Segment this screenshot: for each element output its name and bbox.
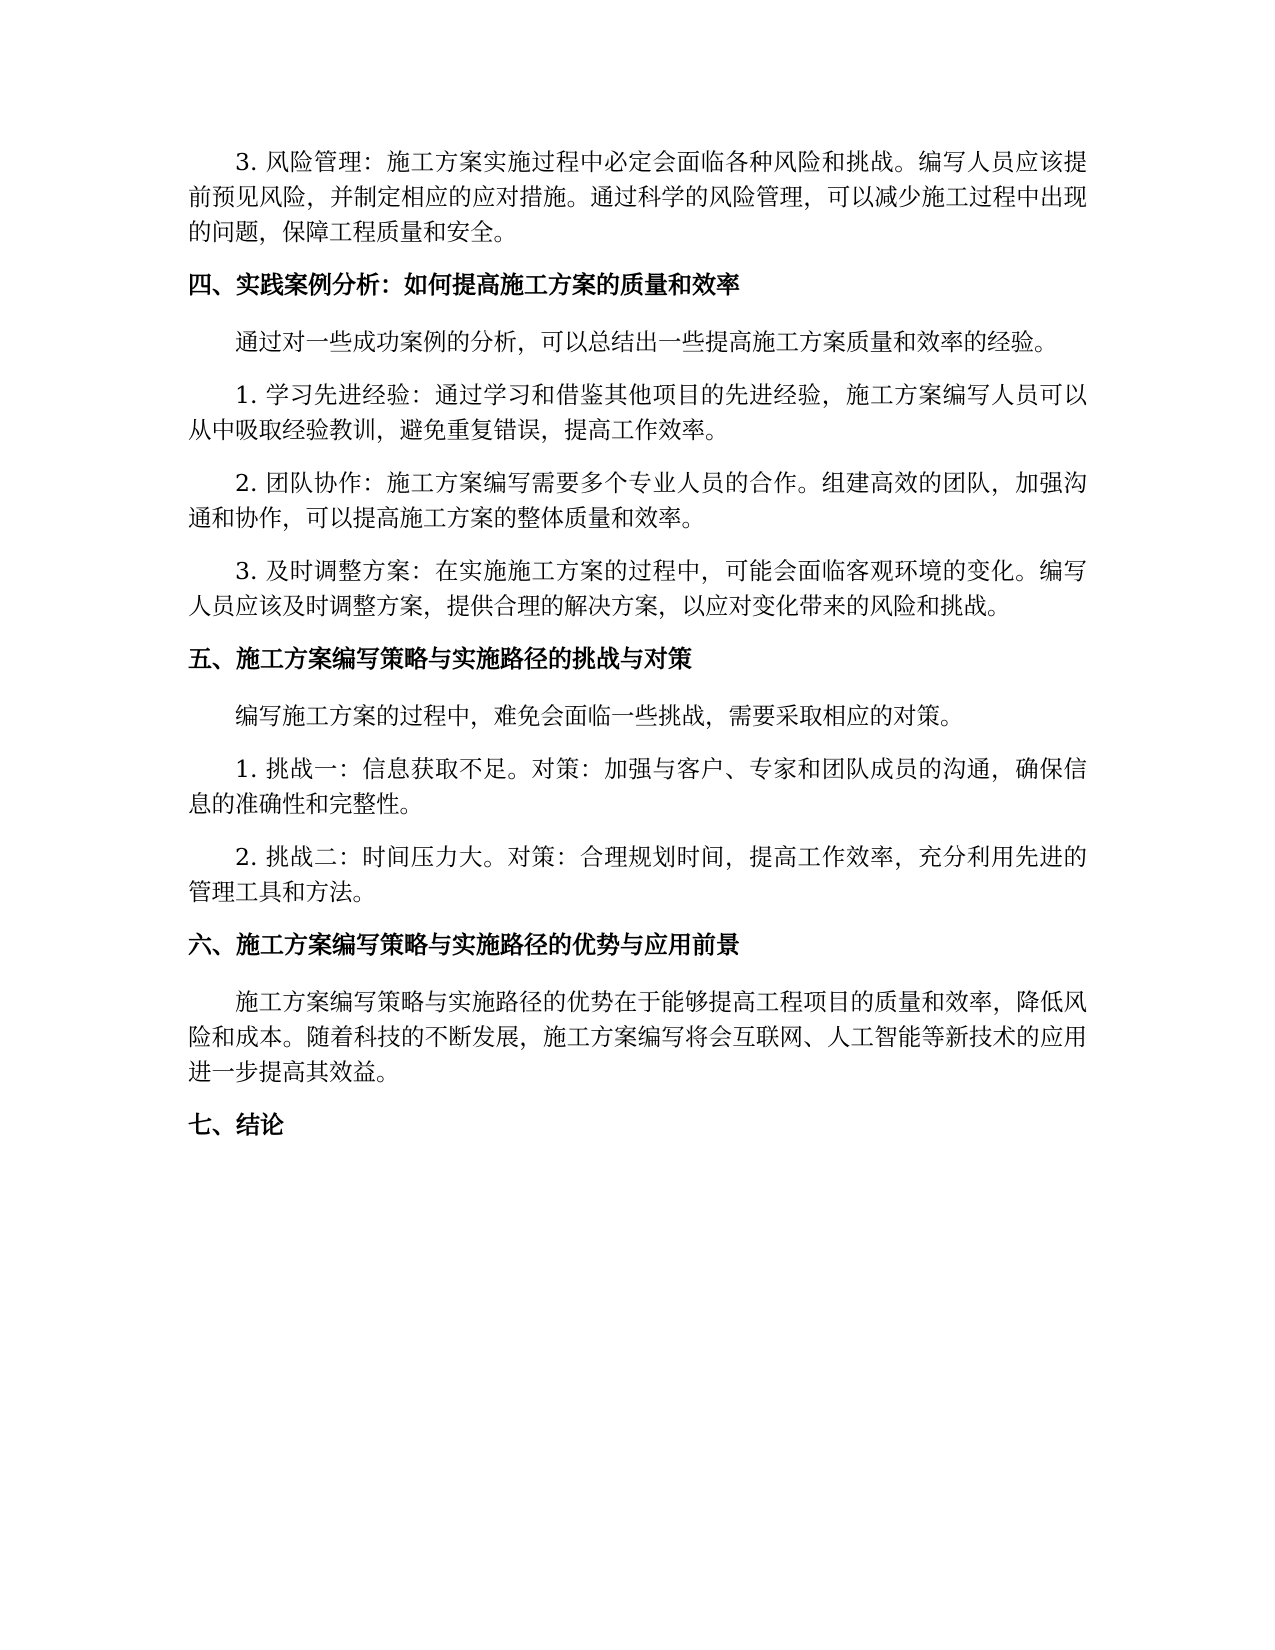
paragraph-section-5-item-1: 1. 挑战一：信息获取不足。对策：加强与客户、专家和团队成员的沟通，确保信息的准确性和完整性。 (188, 755, 1087, 818)
paragraph-section-4-item-1: 1. 学习先进经验：通过学习和借鉴其他项目的先进经验，施工方案编写人员可以从中吸取经验教训，避免重复错误，提高工作效率。 (188, 381, 1087, 444)
paragraph-section-4-item-2: 2. 团队协作：施工方案编写需要多个专业人员的合作。组建高效的团队，加强沟通和协作，可以提高施工方案的整体质量和效率。 (188, 469, 1087, 532)
paragraph-section-5-item-2: 2. 挑战二：时间压力大。对策：合理规划时间，提高工作效率，充分利用先进的管理工具和方法。 (188, 843, 1087, 906)
section-heading-4: 四、实践案例分析：如何提高施工方案的质量和效率 (188, 271, 740, 299)
section-heading-5: 五、施工方案编写策略与实施路径的挑战与对策 (188, 645, 692, 673)
document-body (188, 145, 1087, 1165)
section-heading-7: 七、结论 (188, 1111, 284, 1139)
paragraph-section-6: 施工方案编写策略与实施路径的优势在于能够提高工程项目的质量和效率，降低风险和成本。随着科技的不断发展，施工方案编写将会互联网、人工智能等新技术的应用进一步提高其效益。 (188, 988, 1087, 1086)
paragraph-section-4-item-3: 3. 及时调整方案：在实施施工方案的过程中，可能会面临客观环境的变化。编写人员应该及时调整方案，提供合理的解决方案，以应对变化带来的风险和挑战。 (188, 557, 1087, 620)
paragraph-risk-management: 3. 风险管理：施工方案实施过程中必定会面临各种风险和挑战。编写人员应该提前预见风险，并制定相应的应对措施。通过科学的风险管理，可以减少施工过程中出现的问题，保障工程质量和安全。 (188, 148, 1087, 246)
paragraph-section-4-intro: 通过对一些成功案例的分析，可以总结出一些提高施工方案质量和效率的经验。 (235, 328, 1058, 356)
paragraph-section-5-intro: 编写施工方案的过程中，难免会面临一些挑战，需要采取相应的对策。 (235, 702, 964, 730)
section-heading-6: 六、施工方案编写策略与实施路径的优势与应用前景 (188, 931, 740, 959)
